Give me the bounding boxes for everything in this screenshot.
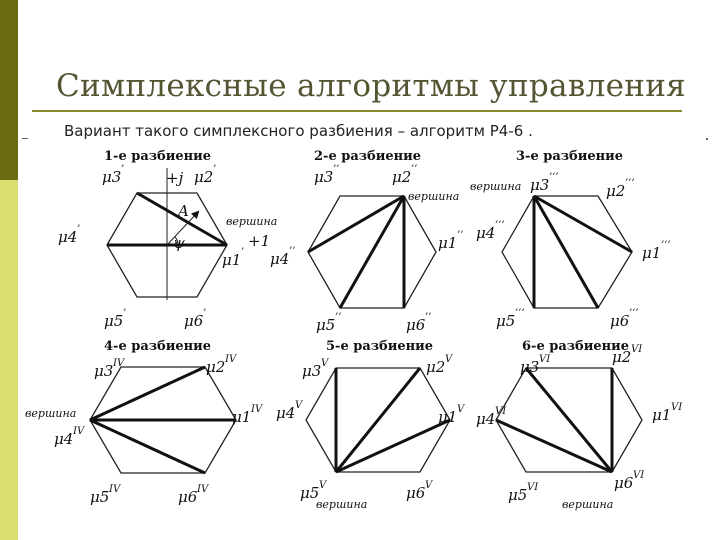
panel-3-vertex-label: вершина	[470, 180, 522, 193]
panel-1	[58, 149, 277, 330]
panel-6-mu5: μ5	[508, 486, 528, 504]
panel-6-mu1-sup: VI	[671, 402, 683, 413]
panel-4	[25, 339, 264, 506]
panel-3-mu3: μ3	[530, 176, 550, 194]
panel-3-mu6: μ6	[610, 312, 630, 330]
panel-1-mu4: μ4	[58, 228, 78, 246]
panel-2-mu1-sup: ’’	[457, 230, 464, 241]
panel-5-mu5-sup: V	[319, 480, 327, 491]
panel-1-mu6: μ6	[184, 312, 204, 330]
panel-6-diagonal-1	[526, 368, 612, 472]
panel-1-plus-one: +1	[248, 232, 271, 250]
panel-5-mu6: μ6	[406, 484, 426, 502]
panel-4-mu4-sup: IV	[73, 426, 85, 437]
panel-2	[270, 149, 463, 334]
panel-3-mu1-sup: ’’’	[661, 240, 671, 251]
panel-2-mu6: μ6	[406, 316, 426, 334]
panel-1-mu3-sup: ’	[121, 164, 125, 175]
panel-2-mu3: μ3	[314, 168, 334, 186]
panel-1-header: 1-е разбиение	[104, 149, 212, 164]
panel-3-mu4: μ4	[476, 224, 496, 242]
panel-3-mu5: μ5	[496, 312, 516, 330]
panel-4-mu3-sup: IV	[113, 358, 125, 369]
panel-5	[276, 339, 466, 511]
panel-6-header: 6-е разбиение	[522, 339, 630, 354]
panel-6-mu3-sup: VI	[539, 354, 551, 365]
panel-4-mu6: μ6	[178, 488, 198, 506]
panel-3-mu2: μ2	[606, 182, 626, 200]
panel-2-mu6-sup: ’’	[425, 312, 432, 323]
panel-1-plus-j: +j	[166, 169, 184, 187]
panel-2-mu5: μ5	[316, 316, 336, 334]
panel-3-header: 3-е разбиение	[516, 149, 624, 164]
panel-2-mu5-sup: ’’	[335, 312, 342, 323]
panel-6-mu6: μ6	[614, 474, 634, 492]
panel-6-mu2-sup: VI	[631, 344, 643, 355]
panel-2-mu1: μ1	[438, 234, 458, 252]
panel-3-mu2-sup: ’’’	[625, 178, 635, 189]
panel-5-mu3: μ3	[302, 362, 322, 380]
panel-4-header: 4-е разбиение	[104, 339, 212, 354]
panel-1-mu4-sup: ’	[77, 224, 81, 235]
panel-1-angle-label: ψ	[173, 234, 185, 252]
panel-5-mu2: μ2	[426, 358, 446, 376]
panel-4-mu1-sup: IV	[251, 404, 263, 415]
panel-3-mu1: μ1	[642, 244, 662, 262]
panel-6-mu1: μ1	[652, 406, 672, 424]
panel-2-mu4: μ4	[270, 250, 290, 268]
panel-1-mu2-sup: ’	[213, 164, 217, 175]
panel-5-mu1: μ1	[438, 408, 458, 426]
panel-6-mu4-sup: VI	[495, 406, 507, 417]
panel-2-header: 2-е разбиение	[314, 149, 422, 164]
panel-1-mu2: μ2	[194, 168, 214, 186]
panel-3-mu6-sup: ’’’	[629, 308, 639, 319]
panel-3-mu5-sup: ’’’	[515, 308, 525, 319]
panel-1-mu6-sup: ’	[203, 308, 207, 319]
panel-4-mu6-sup: IV	[197, 484, 209, 495]
panel-5-diagonal-3	[336, 420, 450, 472]
panel-5-mu5: μ5	[300, 484, 320, 502]
panel-6	[476, 339, 683, 511]
panel-5-mu4-sup: V	[295, 400, 303, 411]
panel-2-diagonal-2	[340, 196, 404, 308]
panel-1-mu5: μ5	[104, 312, 124, 330]
panel-5-vertex-label: вершина	[316, 498, 368, 511]
panel-6-mu3: μ3	[520, 358, 540, 376]
panel-6-mu6-sup: VI	[633, 470, 645, 481]
panel-4-mu5: μ5	[90, 488, 110, 506]
panel-6-mu5-sup: VI	[527, 482, 539, 493]
panel-5-diagonal-2	[336, 368, 420, 472]
panel-5-mu6-sup: V	[425, 480, 433, 491]
panel-2-mu2: μ2	[392, 168, 412, 186]
panel-1-mu1: μ1	[222, 251, 242, 269]
panel-5-mu4: μ4	[276, 404, 296, 422]
panel-2-vertex-label: вершина	[408, 190, 460, 203]
panel-4-mu2-sup: IV	[225, 354, 237, 365]
panel-6-diagonal-2	[496, 420, 612, 472]
panel-4-vertex-label: вершина	[25, 407, 77, 420]
panel-4-mu1: μ1	[232, 408, 252, 426]
panel-1-vector-label: A	[178, 202, 189, 220]
panel-1-mu3: μ3	[102, 168, 122, 186]
panel-6-vertex-label: вершина	[562, 498, 614, 511]
slide-title: Симплексные алгоритмы управления	[55, 68, 687, 104]
panel-1-mu5-sup: ’	[123, 308, 127, 319]
panel-4-mu4: μ4	[54, 430, 74, 448]
panel-2-mu4-sup: ’’	[289, 246, 296, 257]
panel-5-mu1-sup: V	[457, 404, 465, 415]
panel-3-mu4-sup: ’’’	[495, 220, 505, 231]
panel-6-mu2: μ2	[612, 348, 632, 366]
panel-2-mu2-sup: ’’	[411, 164, 418, 175]
panel-5-header: 5-е разбиение	[326, 339, 434, 354]
panel-4-diagonal-3	[90, 420, 205, 473]
panel-3-mu3-sup: ’’’	[549, 172, 559, 183]
panel-6-mu4: μ4	[476, 410, 496, 428]
panel-5-mu2-sup: V	[445, 354, 453, 365]
panel-4-mu2: μ2	[206, 358, 226, 376]
panel-2-mu3-sup: ’’	[333, 164, 340, 175]
panel-4-mu3: μ3	[94, 362, 114, 380]
panel-3	[470, 149, 671, 330]
panel-1-mu1-sup: ’	[241, 247, 245, 258]
panel-4-mu5-sup: IV	[109, 484, 121, 495]
panel-1-vertex-label: вершина	[226, 215, 278, 228]
panel-5-mu3-sup: V	[321, 358, 329, 369]
slide-subtitle: Вариант такого симплексного разбиения – алгоритм Р4-6 .	[64, 122, 533, 140]
